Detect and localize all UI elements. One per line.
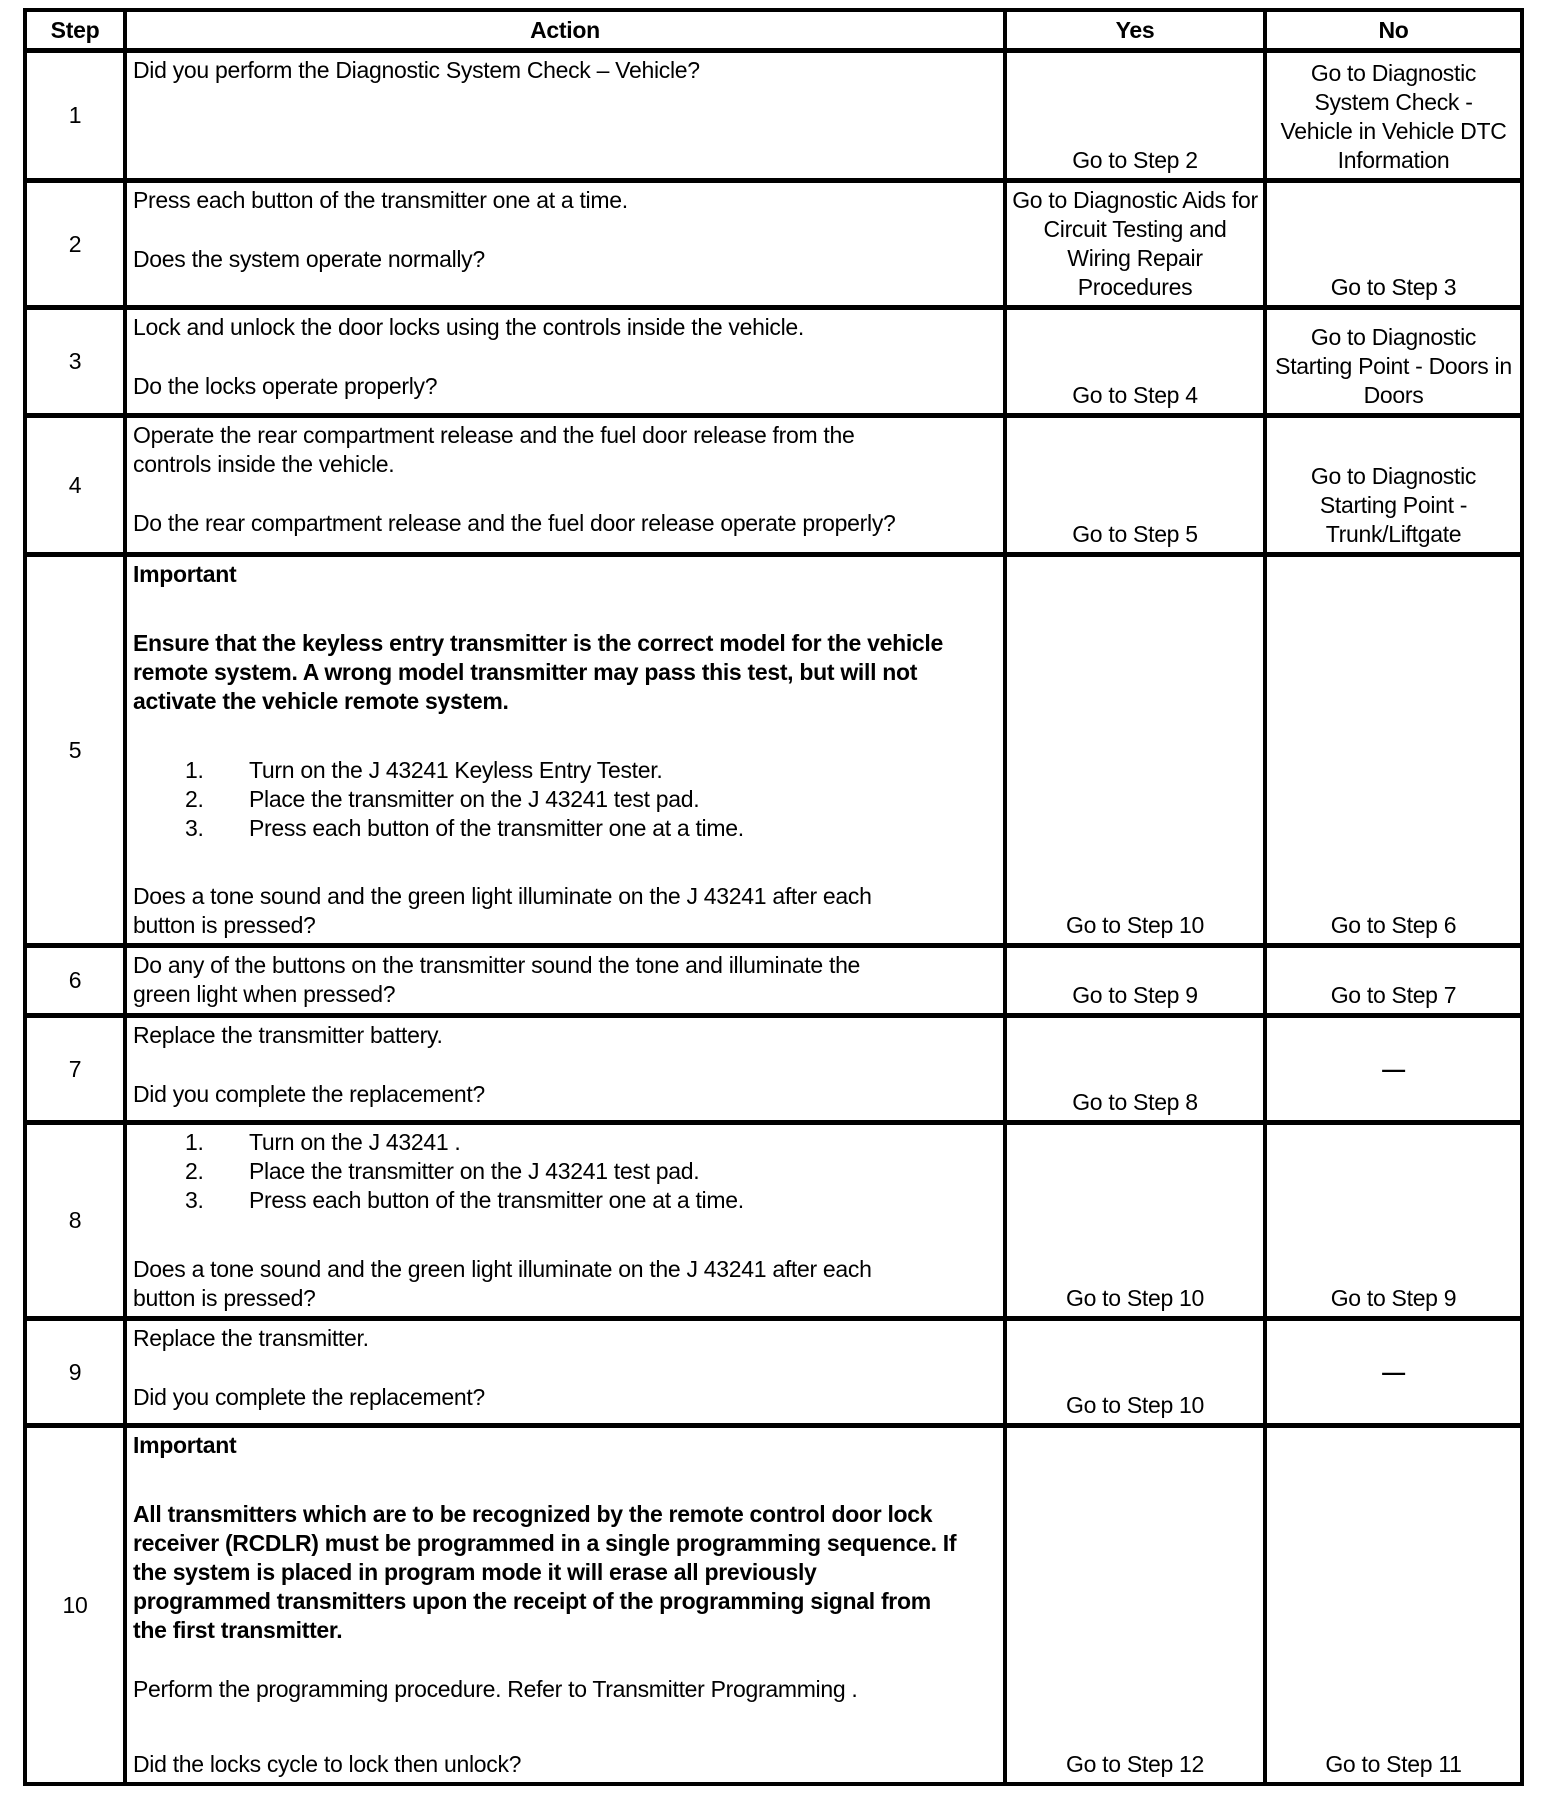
action-instruction: Perform the programming procedure. Refer to Transmitter Programming . [133, 1676, 858, 1702]
action-cell [127, 948, 1003, 1013]
action-cell [127, 557, 1003, 943]
no-link[interactable]: Go to Step 9 [1330, 1285, 1457, 1311]
important-note: Ensure that the keyless entry transmitter is the correct model for the vehicle remote system. A wrong model transmitter may pass this test, but will not activate the vehicle remote system. [133, 630, 943, 714]
action-cell [127, 1125, 1003, 1316]
procedure-list [133, 756, 997, 843]
no-cell [1267, 1321, 1520, 1423]
action-cell [127, 418, 1003, 552]
yes-cell[interactable] [1007, 1125, 1263, 1316]
no-link[interactable]: Go to Step 7 [1330, 982, 1457, 1008]
header-step: Step [50, 16, 100, 43]
yes-cell[interactable] [1007, 557, 1263, 943]
step-number: 3 [68, 348, 82, 374]
header-action: Action [530, 16, 600, 43]
action-instruction: Operate the rear compartment release and the fuel door release from the controls inside the vehicle. [133, 422, 855, 477]
no-cell [1267, 1018, 1520, 1120]
step-number: 9 [68, 1358, 82, 1385]
action-question: Did the locks cycle to lock then unlock? [133, 1751, 522, 1777]
no-link[interactable]: Go to Step 11 [1325, 1751, 1462, 1777]
yes-cell[interactable] [1007, 1428, 1263, 1782]
step-number: 10 [62, 1591, 88, 1618]
step-number: 2 [68, 230, 82, 257]
no-link[interactable]: Go to Step 3 [1330, 274, 1457, 300]
no-cell[interactable] [1267, 948, 1520, 1013]
step-number: 6 [68, 967, 82, 993]
yes-cell[interactable] [1007, 418, 1263, 552]
action-question: Does the system operate normally? [133, 246, 485, 272]
action-question: Did you complete the replacement? [133, 1081, 485, 1107]
yes-cell[interactable] [1007, 948, 1263, 1013]
yes-cell[interactable] [1007, 1018, 1263, 1120]
step-number: 1 [68, 102, 82, 128]
yes-link[interactable]: Go to Step 8 [1072, 1089, 1198, 1115]
no-link[interactable]: Go to Diagnostic Starting Point - Doors in Doors [1275, 324, 1512, 408]
step-number: 7 [68, 1055, 82, 1082]
action-cell [127, 183, 1003, 305]
step-number: 4 [68, 471, 82, 498]
list-item: 1. Turn on the J 43241 Keyless Entry Tester. [185, 757, 663, 783]
important-label: Important [133, 561, 237, 587]
header-no: No [1378, 16, 1409, 43]
action-question: Do any of the buttons on the transmitter sound the tone and illuminate the green light when pressed? [133, 952, 861, 1007]
yes-cell[interactable] [1007, 183, 1263, 305]
important-label: Important [133, 1432, 237, 1458]
action-text: Did you perform the Diagnostic System Check – Vehicle? [133, 57, 700, 83]
important-note: All transmitters which are to be recognized by the remote control door lock receiver (RCDLR) must be programmed in a single programming sequence. If the system is placed in program mode it will erase all previously programmed transmitters upon the receipt of the programming signal from the first transmitter. [133, 1501, 957, 1643]
not-applicable-dash: — [1382, 1055, 1405, 1082]
header-yes: Yes [1115, 16, 1155, 43]
yes-link[interactable]: Go to Step 10 [1065, 1285, 1205, 1311]
no-cell[interactable] [1267, 418, 1520, 552]
yes-link[interactable]: Go to Diagnostic Aids for Circuit Testing and Wiring Repair Procedures [1012, 187, 1258, 300]
procedure-list [133, 1128, 997, 1215]
no-link[interactable]: Go to Diagnostic System Check - Vehicle in Vehicle DTC Information [1280, 60, 1507, 173]
no-cell[interactable] [1267, 53, 1520, 178]
list-item: 3. Press each button of the transmitter one at a time. [185, 1187, 744, 1213]
yes-link[interactable]: Go to Step 5 [1072, 521, 1198, 547]
action-question: Do the rear compartment release and the fuel door release operate properly? [133, 510, 896, 536]
action-question: Do the locks operate properly? [133, 373, 438, 399]
no-cell[interactable] [1267, 1428, 1520, 1782]
yes-cell[interactable] [1007, 1321, 1263, 1423]
no-cell[interactable] [1267, 1125, 1520, 1316]
action-cell [127, 1321, 1003, 1423]
yes-link[interactable]: Go to Step 2 [1072, 147, 1198, 173]
list-item: 2. Place the transmitter on the J 43241 test pad. [185, 1158, 700, 1184]
action-instruction: Replace the transmitter battery. [133, 1022, 443, 1048]
no-link[interactable]: Go to Step 6 [1330, 912, 1457, 938]
action-cell [127, 53, 1003, 178]
yes-cell[interactable] [1007, 53, 1263, 178]
no-cell[interactable] [1267, 310, 1520, 413]
no-cell[interactable] [1267, 557, 1520, 943]
yes-link[interactable]: Go to Step 9 [1072, 982, 1198, 1008]
action-cell [127, 310, 1003, 413]
step-number: 5 [68, 736, 82, 763]
no-link[interactable]: Go to Diagnostic Starting Point - Trunk/Liftgate [1310, 463, 1477, 547]
step-number: 8 [68, 1207, 82, 1233]
diagnostic-table [23, 8, 1524, 1786]
yes-link[interactable]: Go to Step 4 [1072, 382, 1198, 408]
yes-link[interactable]: Go to Step 10 [1065, 1392, 1205, 1418]
yes-link[interactable]: Go to Step 10 [1065, 912, 1205, 938]
action-cell [127, 1018, 1003, 1120]
yes-link[interactable]: Go to Step 12 [1065, 1751, 1205, 1777]
list-item: 2. Place the transmitter on the J 43241 test pad. [185, 786, 700, 812]
action-question: Does a tone sound and the green light illuminate on the J 43241 after each button is pressed? [133, 883, 872, 938]
action-instruction: Replace the transmitter. [133, 1325, 369, 1351]
no-cell[interactable] [1267, 183, 1520, 305]
action-question: Does a tone sound and the green light illuminate on the J 43241 after each button is pressed? [133, 1256, 872, 1311]
action-question: Did you complete the replacement? [133, 1384, 485, 1410]
not-applicable-dash: — [1382, 1358, 1405, 1385]
action-instruction: Lock and unlock the door locks using the controls inside the vehicle. [133, 314, 804, 340]
list-item: 1. Turn on the J 43241 . [185, 1129, 461, 1155]
action-cell [127, 1428, 1003, 1782]
action-instruction: Press each button of the transmitter one at a time. [133, 187, 628, 213]
list-item: 3. Press each button of the transmitter one at a time. [185, 815, 744, 841]
yes-cell[interactable] [1007, 310, 1263, 413]
